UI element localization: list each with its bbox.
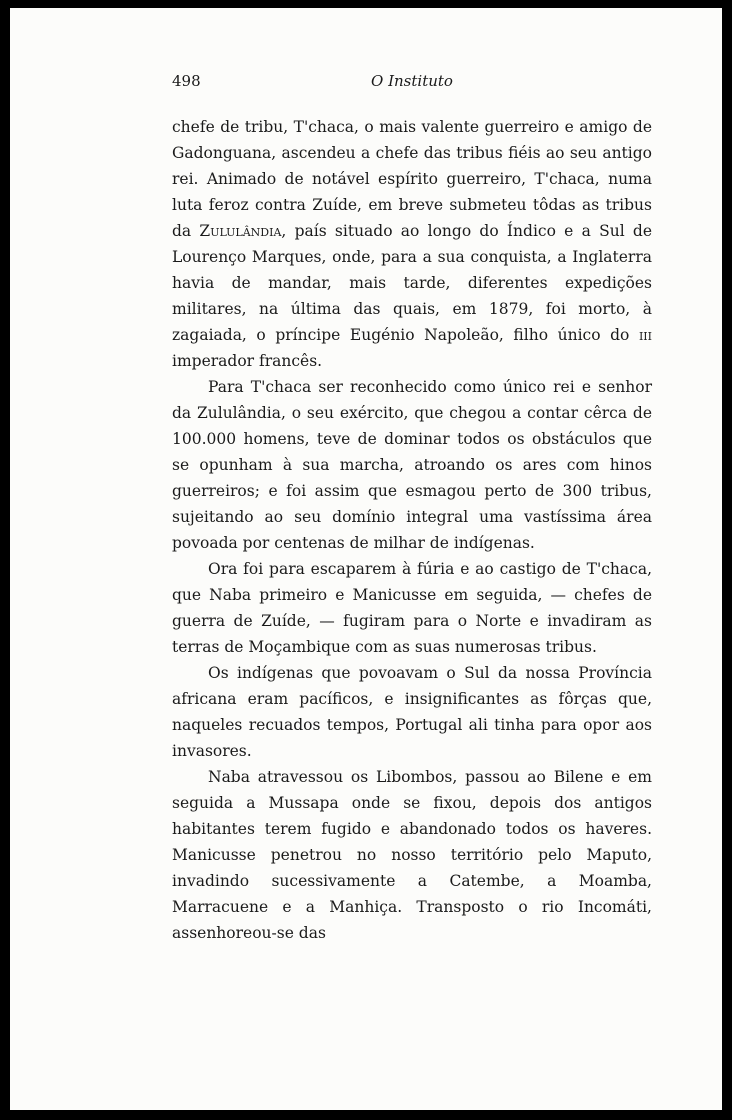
text-body (172, 114, 652, 946)
running-head (172, 72, 652, 96)
zululandia-small-caps: Zululândia (199, 222, 282, 240)
paragraph-5: Naba atravessou os Libombos, passou ao Bilene e em seguida a Mussapa onde se fixou, depois dos antigos habitantes terem fugido e abandonado todos os haveres. Manicusse penetrou no nosso território pelo Maputo, invadindo sucessivamente a Catembe, a Moamba, Marracuene e a Manhiça. Transposto o rio Incomáti, assenhoreou-se das (172, 768, 652, 942)
book-page (10, 8, 722, 1110)
page-number: 498 (172, 72, 201, 90)
journal-title: O Instituto (371, 72, 453, 90)
paragraph-1 (172, 114, 652, 374)
paragraph-1-text-after: , país situado ao longo do Índico e a Sul de Lourenço Marques, onde, para a sua conquista, a Inglaterra havia de mandar, mais tarde, diferentes expedições militares, na última das quais, em 1879, foi morto, à zagaiada, o príncipe Eugénio Napoleão, filho único do (172, 222, 652, 344)
paragraph-2: Para T'chaca ser reconhecido como único rei e senhor da Zululândia, o seu exército, que chegou a contar cêrca de 100.000 homens, teve de dominar todos os obstáculos que se opunham à sua marcha, atroando os ares com hinos guerreiros; e foi assim que esmagou perto de 300 tribus, sujeitando ao seu domínio integral uma vastíssima área povoada por centenas de milhar de indígenas. (172, 378, 652, 552)
paragraph-1-text-before: chefe de tribu, T'chaca, o mais valente guerreiro e amigo de Gadonguana, ascendeu a chefe das tribus fiéis ao seu antigo rei. Animado de notável espírito guerreiro, T'chaca, numa luta feroz contra Zuíde, em breve submeteu tôdas as tribus da (172, 118, 652, 240)
paragraph-1-text-end: imperador francês. (172, 352, 323, 370)
paragraph-4: Os indígenas que povoavam o Sul da nossa Província africana eram pacíficos, e insignificantes as fôrças que, naqueles recuados tempos, Portugal ali tinha para opor aos invasores. (172, 664, 652, 760)
roman-numeral: iii (638, 326, 652, 344)
paragraph-3: Ora foi para escaparem à fúria e ao castigo de T'chaca, que Naba primeiro e Manicusse em seguida, — chefes de guerra de Zuíde, — fugiram para o Norte e invadiram as terras de Moçambique com as suas numerosas tribus. (172, 560, 652, 656)
